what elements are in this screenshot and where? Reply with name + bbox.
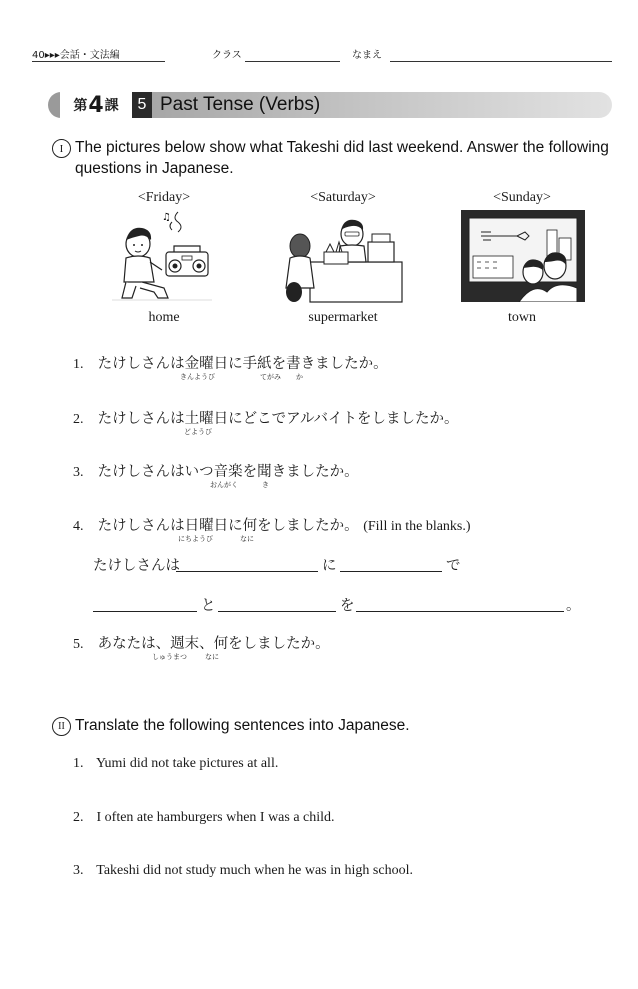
item-number: 1. <box>73 756 84 771</box>
furigana: なに <box>205 653 219 661</box>
lesson-banner <box>60 92 612 118</box>
question-text: たけしさんはいつ音楽を聞きましたか。 <box>97 464 359 480</box>
picture-friday-home-illustration <box>112 208 222 308</box>
place-label-supermarket: supermarket <box>308 310 378 325</box>
section-1-numeral: I <box>52 139 71 158</box>
day-label-saturday: <Saturday> <box>310 190 376 205</box>
page-header <box>32 46 612 66</box>
question-number: 2. <box>73 412 84 427</box>
question-text: あなたは、週末、何をしましたか。 <box>97 636 330 652</box>
fill-particle-to: と <box>201 598 216 614</box>
fill-particle-wo: を <box>340 598 355 614</box>
question-1 <box>73 352 388 373</box>
lesson-prefix: 第 <box>73 98 88 114</box>
item-text: I often ate hamburgers when I was a child. <box>96 810 335 825</box>
section-number: 5 <box>132 92 152 118</box>
svg-text:♫: ♫ <box>162 212 171 223</box>
lesson-suffix: 課 <box>104 98 119 114</box>
question-number: 4. <box>73 519 84 534</box>
question-note: (Fill in the blanks.) <box>363 519 471 534</box>
fill-particle-de: で <box>446 558 461 574</box>
lesson-number: 4 <box>88 92 104 118</box>
question-number: 5. <box>73 637 84 652</box>
question-4 <box>73 514 471 535</box>
fill-end: 。 <box>566 598 581 614</box>
question-text: たけしさんは日曜日に何をしましたか。 <box>97 518 359 534</box>
item-number: 2. <box>73 810 84 825</box>
furigana: にちようび <box>178 535 213 543</box>
furigana: き <box>262 481 269 489</box>
furigana: なに <box>240 535 254 543</box>
picture-sunday-town-illustration <box>461 210 585 302</box>
item-text: Takeshi did not study much when he was in high school. <box>96 863 413 878</box>
picture-saturday-supermarket-illustration <box>280 212 406 304</box>
furigana: おんがく <box>210 481 238 489</box>
class-field[interactable] <box>245 61 340 62</box>
fill-particle-ni: に <box>322 558 337 574</box>
place-label-town: town <box>508 310 536 325</box>
question-2 <box>73 407 459 428</box>
fill-subject: たけしさんは <box>93 558 180 574</box>
blank-companion[interactable] <box>93 611 197 612</box>
section-2-numeral: II <box>52 717 71 736</box>
furigana: どようび <box>184 428 212 436</box>
question-number: 3. <box>73 465 84 480</box>
class-label: クラス <box>212 50 242 61</box>
item-number: 3. <box>73 863 84 878</box>
instruction-line-1: The pictures below show what Takeshi did last weekend. Answer the following <box>75 139 609 156</box>
name-label: なまえ <box>352 50 382 61</box>
day-label-sunday: <Sunday> <box>493 190 551 205</box>
furigana: か <box>296 373 303 381</box>
question-3 <box>73 460 359 481</box>
blank-verb[interactable] <box>356 611 564 612</box>
name-field[interactable] <box>390 61 612 62</box>
page-number: 40▸▸▸会話・文法編 <box>32 50 120 61</box>
section-title: Past Tense (Verbs) <box>160 94 321 115</box>
item-text: Yumi did not take pictures at all. <box>95 756 279 771</box>
question-text: たけしさんは土曜日にどこでアルバイトをしましたか。 <box>97 411 459 427</box>
place-label-home: home <box>148 310 180 325</box>
blank-time[interactable] <box>176 571 318 572</box>
translation-item-2 <box>73 810 335 826</box>
section-1-instruction <box>75 137 609 179</box>
blank-object[interactable] <box>218 611 336 612</box>
instruction-line-2: questions in Japanese. <box>75 160 234 177</box>
question-number: 1. <box>73 357 84 372</box>
question-text: たけしさんは金曜日に手紙を書きましたか。 <box>97 356 388 372</box>
question-5 <box>73 632 330 653</box>
blank-place[interactable] <box>340 571 442 572</box>
translation-item-1 <box>73 756 278 772</box>
day-label-friday: <Friday> <box>137 190 191 205</box>
lesson-label <box>60 92 132 118</box>
furigana: てがみ <box>260 373 281 381</box>
furigana: しゅうまつ <box>152 653 187 661</box>
furigana: きんようび <box>180 373 215 381</box>
translation-item-3 <box>73 863 413 879</box>
section-2-instruction: Translate the following sentences into Japanese. <box>75 717 410 734</box>
header-rule <box>32 61 165 62</box>
